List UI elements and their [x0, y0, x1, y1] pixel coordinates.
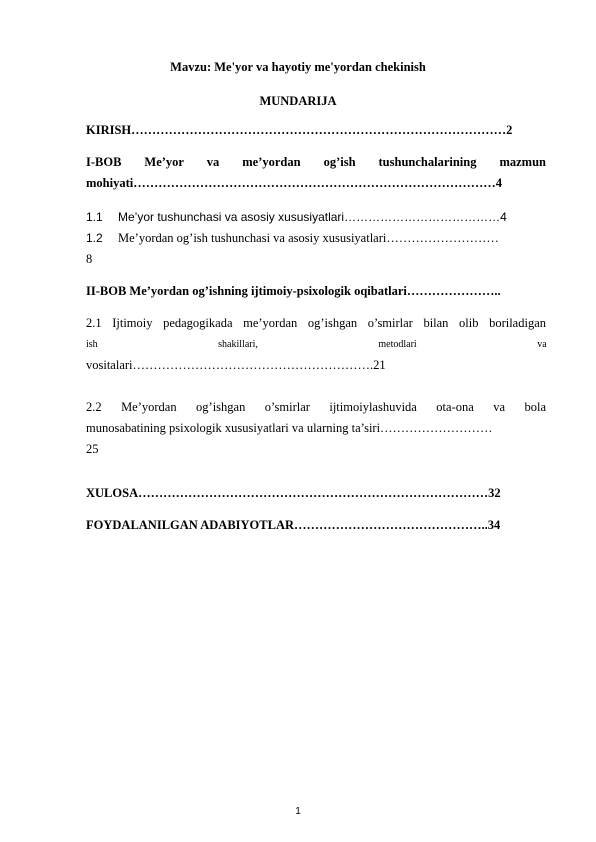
toc-section-page: 25 [86, 442, 99, 456]
toc-entry-section-2-1-line-3: vositalari………………………………………………….21 [86, 358, 386, 372]
toc-entry-section-1-1 [86, 207, 546, 228]
toc-entry-section-2-2-line-1: 2.2 Me’yordan og’ishgan o’smirlar ijtimoiylashuvida ota-ona va bola [86, 400, 546, 414]
toc-section-page: 8 [86, 252, 93, 266]
toc-entry-chapter-1-line-2: mohiyati……………………………………………………………………………4 [86, 176, 502, 190]
toc-entry-bibliography: FOYDALANILGAN ADABIYOTLAR………………………………………..34 [86, 518, 501, 532]
toc-title: MUNDARIJA [259, 94, 337, 108]
toc-entry-chapter-1 [86, 152, 546, 194]
toc-entry-section-2-1-line-2: ish shakillari, metodlari va [86, 339, 547, 350]
document-topic: Mavzu: Me'yor va hayotiy me'yordan chekinish [170, 60, 426, 74]
toc-section-title: Me’yordan og’ish tushunchasi va asosiy xususiyatlari……………………… [118, 231, 499, 245]
toc-entry-section-2-1 [86, 313, 546, 376]
toc-entry-intro: KIRISH………………………………………………………………………………2 [86, 123, 513, 137]
toc-entry-chapter-2: II-BOB Me’yordan og’ishning ijtimoiy-psixologik oqibatlari………………….. [86, 284, 501, 298]
toc-entry-section-2-1-line-1: 2.1 Ijtimoiy pedagogikada me’yordan og’ishgan o’smirlar bilan olib boriladigan [86, 316, 546, 330]
toc-entry-section-2-2 [86, 397, 546, 460]
toc-entry-section-2-2-line-2: munosabatining psixologik xususiyatlari va ularning ta’siri……………………… [86, 421, 493, 435]
toc-section-title: Me’yor tushunchasi va asosiy xususiyatlari…………………………………4 [118, 210, 507, 224]
toc-entry-section-1-2 [86, 228, 546, 270]
page-number: 1 [295, 806, 301, 817]
toc-section-number: 1.2 [86, 231, 103, 245]
toc-entry-conclusion: XULOSA…………………………………………………………………………32 [86, 486, 501, 500]
toc-section-number: 1.1 [86, 210, 103, 224]
toc-entry-chapter-1-line-1: I-BOB Me’yor va me’yordan og’ish tushunchalarining mazmun [86, 155, 546, 169]
